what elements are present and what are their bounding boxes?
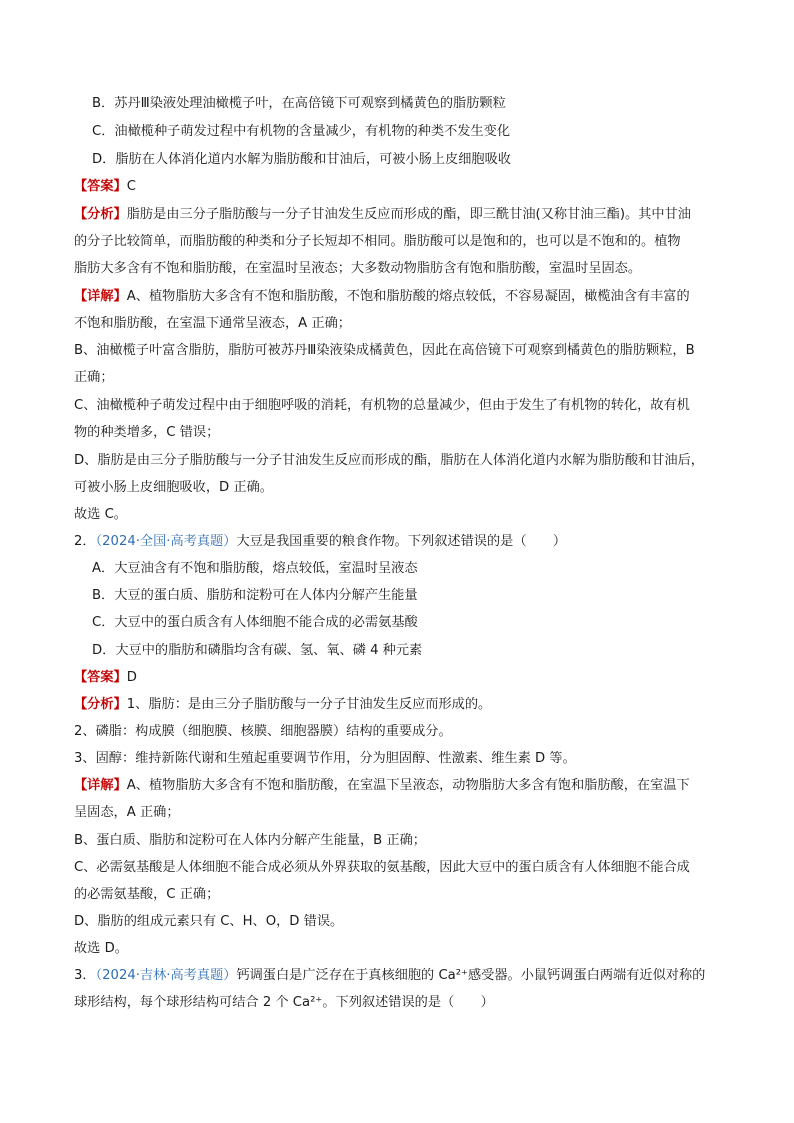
q1-detail-line-5: C、油橄榄种子萌发过程中由于细胞呼吸的消耗，有机物的总量减少，但由于发生了有机物的转化，故有机 bbox=[74, 398, 690, 413]
analysis-text: 1、脂肪：是由三分子脂肪酸与一分子甘油发生反应而形成的。 bbox=[126, 697, 492, 712]
q1-detail-line-7: D、脂肪是由三分子脂肪酸与一分子甘油发生反应而形成的酯，脂肪在人体消化道内水解为脂肪酸和甘油后， bbox=[74, 453, 704, 468]
q2-source: （2024·全国·高考真题） bbox=[95, 534, 237, 549]
q2-number: 2． bbox=[74, 534, 96, 549]
q3-source: （2024·吉林·高考真题） bbox=[95, 968, 237, 983]
q1-analysis-line-1 bbox=[74, 205, 691, 225]
q2-analysis-line-3: 3、固醇：维持新陈代谢和生殖起重要调节作用，分为胆固醇、性激素、维生素 D 等。 bbox=[74, 751, 576, 766]
q1-detail-line-8: 可被小肠上皮细胞吸收，D 正确。 bbox=[74, 480, 273, 495]
q3-stem-line-2: 球形结构，每个球形结构可结合 2 个 Ca²⁺。下列叙述错误的是（ ） bbox=[74, 995, 494, 1010]
q1-detail-line-1 bbox=[74, 287, 690, 307]
q3-number: 3． bbox=[74, 968, 96, 983]
q2-detail-line-5: 的必需氨基酸，C 正确； bbox=[74, 887, 220, 902]
q2-answer bbox=[74, 668, 137, 688]
detail-tag: 【详解】 bbox=[74, 778, 127, 793]
q2-detail-line-4: C、必需氨基酸是人体细胞不能合成必须从外界获取的氨基酸，因此大豆中的蛋白质含有人体细胞不能合成 bbox=[74, 860, 690, 875]
q2-option-c: C．大豆中的蛋白质含有人体细胞不能合成的必需氨基酸 bbox=[92, 615, 418, 630]
answer-value: C bbox=[126, 179, 136, 194]
q1-detail-line-4: 正确； bbox=[74, 370, 114, 385]
q2-detail-line-3: B、蛋白质、脂肪和淀粉可在人体内分解产生能量，B 正确； bbox=[74, 833, 426, 848]
detail-text: A、植物脂肪大多含有不饱和脂肪酸，不饱和脂肪酸的熔点较低，不容易凝固，橄榄油含有丰富的 bbox=[126, 289, 690, 304]
q2-option-d: D．大豆中的脂肪和磷脂均含有碳、氢、氧、磷 4 种元素 bbox=[92, 643, 423, 658]
q3-stem-text: 钙调蛋白是广泛存在于真核细胞的 Ca²⁺感受器。小鼠钙调蛋白两端有近似对称的 bbox=[236, 968, 706, 983]
q2-stem-text: 大豆是我国重要的粮食作物。下列叙述错误的是（ ） bbox=[236, 534, 567, 549]
analysis-tag: 【分析】 bbox=[74, 207, 127, 222]
answer-tag: 【答案】 bbox=[74, 179, 127, 194]
q2-detail-line-6: D、脂肪的组成元素只有 C、H、O，D 错误。 bbox=[74, 914, 344, 929]
q2-option-a: A．大豆油含有不饱和脂肪酸，熔点较低，室温时呈液态 bbox=[92, 561, 418, 576]
q1-answer bbox=[74, 177, 136, 197]
q2-conclusion: 故选 D。 bbox=[74, 941, 128, 956]
answer-value: D bbox=[126, 670, 137, 685]
q1-option-c: C．油橄榄种子萌发过程中有机物的含量减少，有机物的种类不发生变化 bbox=[92, 124, 511, 139]
q2-stem bbox=[74, 532, 566, 552]
q2-analysis-line-1 bbox=[74, 695, 491, 715]
q2-detail-line-2: 呈固态，A 正确； bbox=[74, 805, 180, 820]
q2-analysis-line-2: 2、磷脂：构成膜（细胞膜、核膜、细胞器膜）结构的重要成分。 bbox=[74, 724, 452, 739]
analysis-text: 脂肪是由三分子脂肪酸与一分子甘油发生反应而形成的酯，即三酰甘油(又称甘油三酯)。其中甘油 bbox=[126, 207, 691, 222]
q1-detail-line-6: 物的种类增多，C 错误； bbox=[74, 425, 220, 440]
q1-option-d: D．脂肪在人体消化道内水解为脂肪酸和甘油后，可被小肠上皮细胞吸收 bbox=[92, 152, 511, 167]
q1-detail-line-2: 不饱和脂肪酸，在室温下通常呈液态，A 正确； bbox=[74, 316, 351, 331]
detail-tag: 【详解】 bbox=[74, 289, 127, 304]
q1-analysis-line-2: 的分子比较简单，而脂肪酸的种类和分子长短却不相同。脂肪酸可以是饱和的，也可以是不饱和的。植物 bbox=[74, 234, 681, 249]
q2-detail-line-1 bbox=[74, 776, 690, 796]
answer-tag: 【答案】 bbox=[74, 670, 127, 685]
q2-option-b: B．大豆的蛋白质、脂肪和淀粉可在人体内分解产生能量 bbox=[92, 588, 418, 603]
q1-conclusion: 故选 C。 bbox=[74, 507, 127, 522]
q3-stem-line-1 bbox=[74, 966, 705, 986]
analysis-tag: 【分析】 bbox=[74, 697, 127, 712]
q1-analysis-line-3: 脂肪大多含有不饱和脂肪酸，在室温时呈液态；大多数动物脂肪含有饱和脂肪酸，室温时呈固态。 bbox=[74, 261, 642, 276]
q1-detail-line-3: B、油橄榄子叶富含脂肪，脂肪可被苏丹Ⅲ染液染成橘黄色，因此在高倍镜下可观察到橘黄色的脂肪颗粒，B bbox=[74, 343, 695, 358]
detail-text: A、植物脂肪大多含有不饱和脂肪酸，在室温下呈液态，动物脂肪大多含有饱和脂肪酸，在室温下 bbox=[126, 778, 690, 793]
q1-option-b: B．苏丹Ⅲ染液处理油橄榄子叶，在高倍镜下可观察到橘黄色的脂肪颗粒 bbox=[92, 96, 506, 111]
